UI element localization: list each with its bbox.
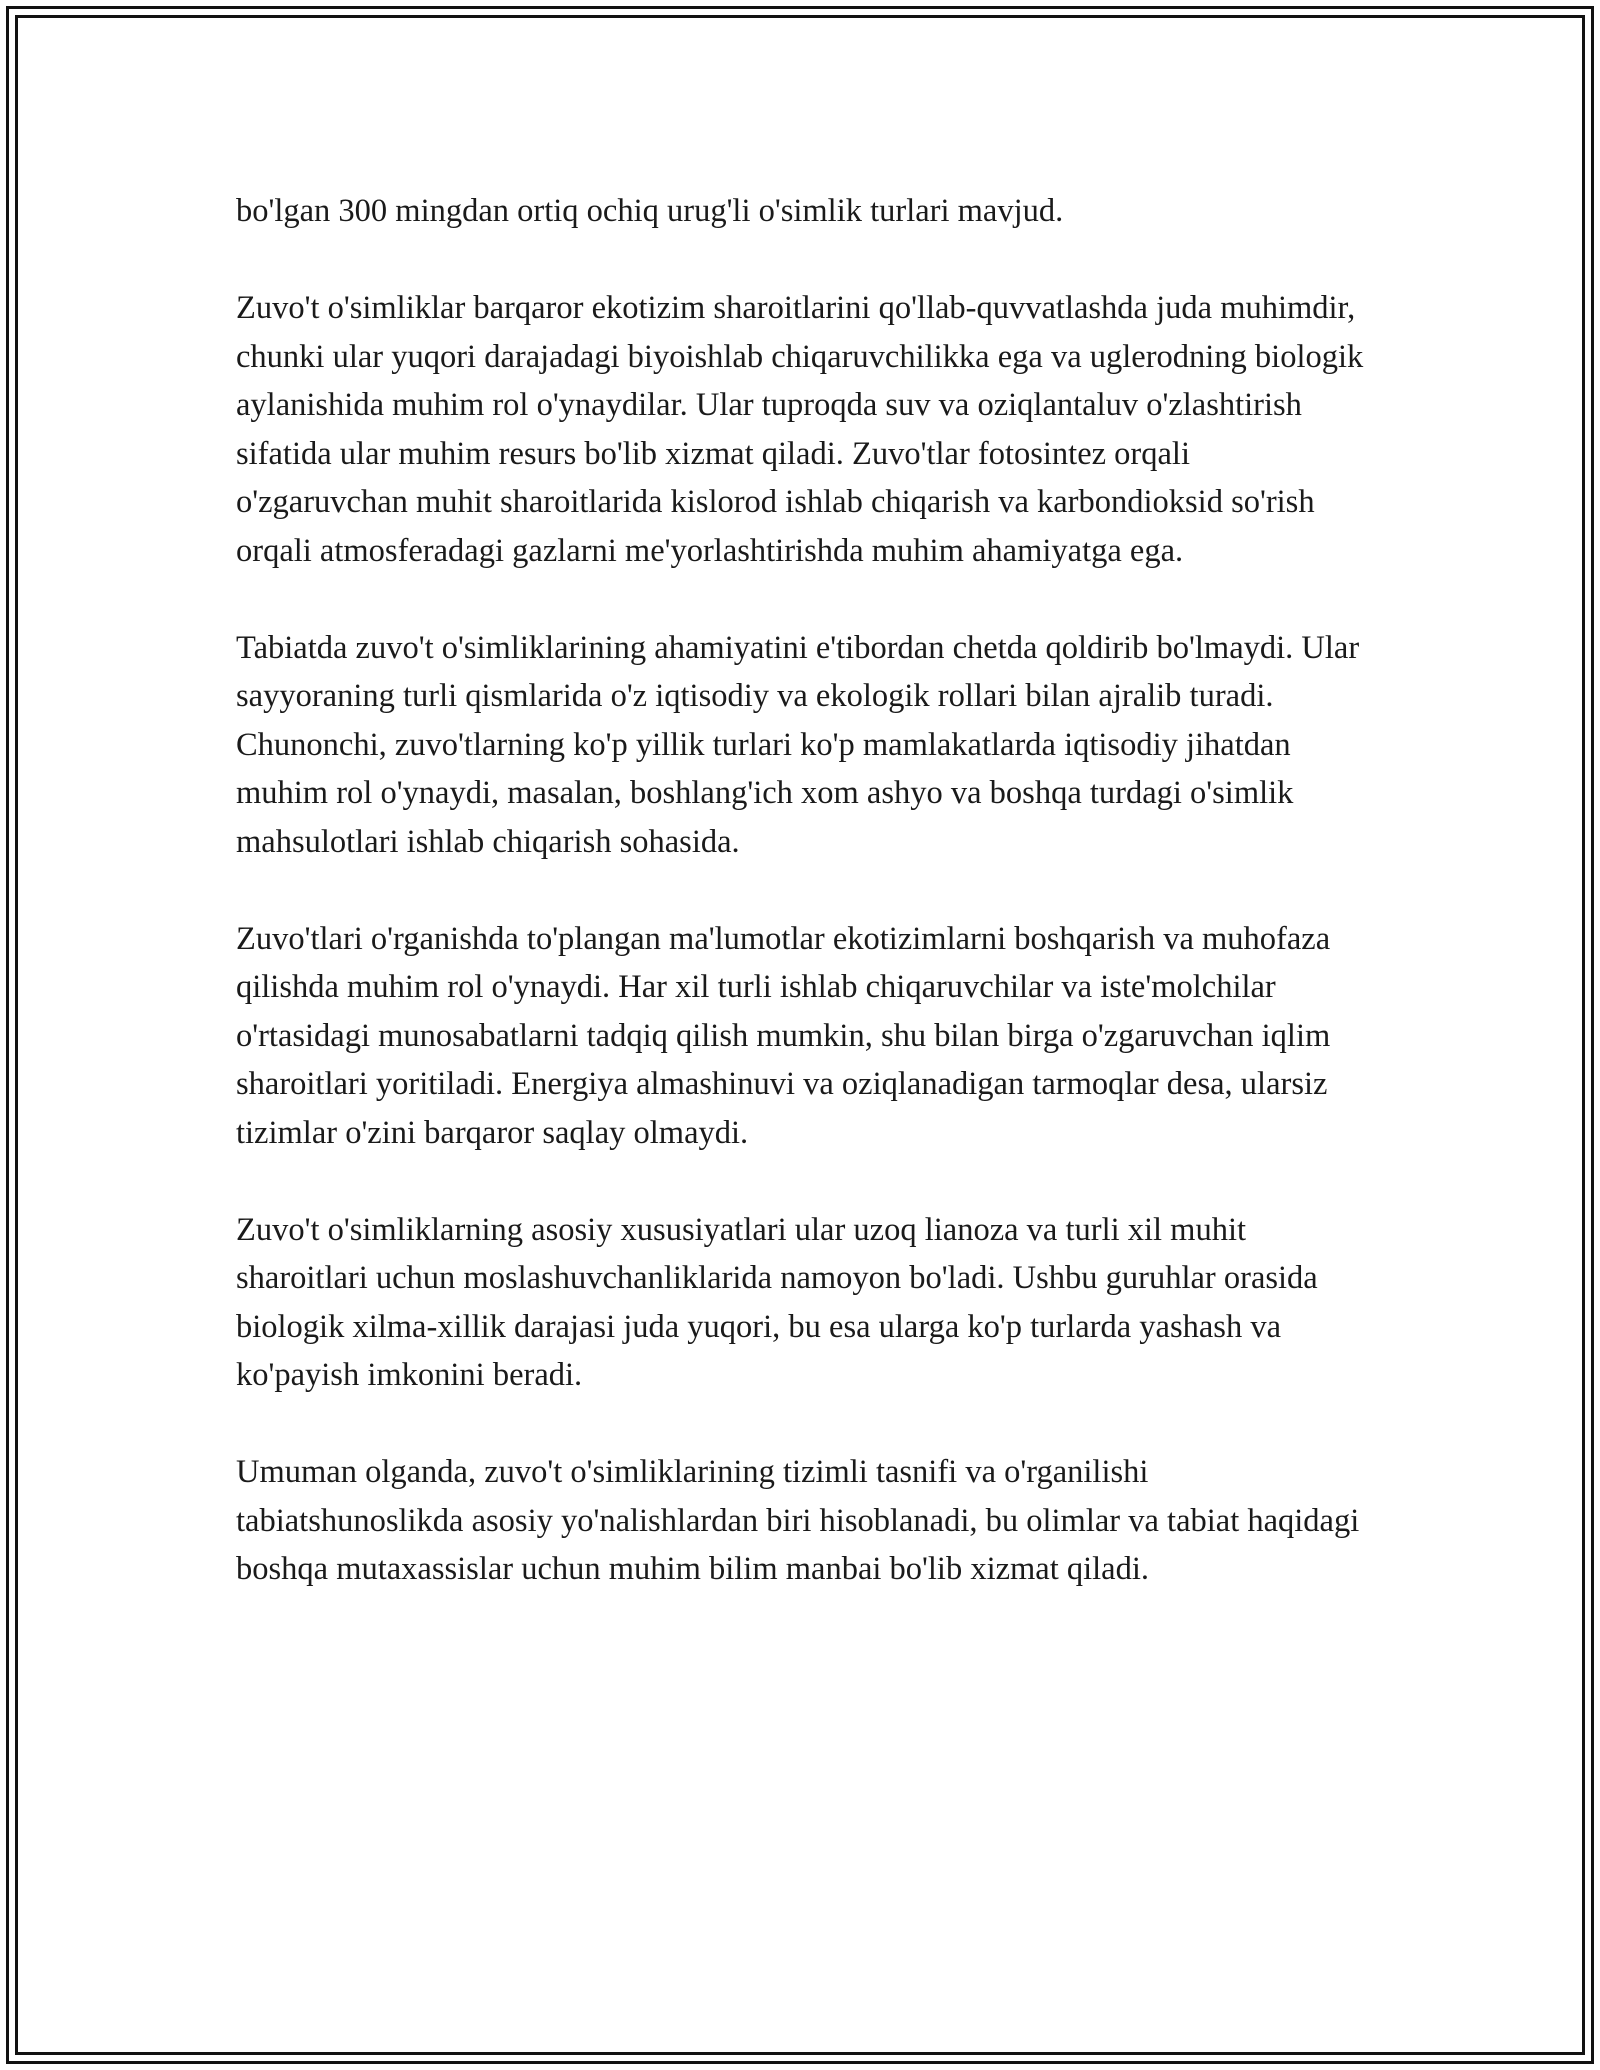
paragraph-3: Tabiatda zuvo't o'simliklarining ahamiyatini e'tibordan chetda qoldirib bo'lmaydi. Ular sayyoraning turli qismlarida o'z iqtisodiy va ekologik rollari bilan ajralib turadi. Chunonchi, zuvo'tlarning ko'p yillik turlari ko'p mamlakatlarda iqtisodiy jihatdan muhim rol o'ynaydi, masalan, boshlang'ich xom ashyo va boshqa turdagi o'simlik mahsulotlari ishlab chiqarish sohasida. (236, 629, 1360, 860)
paragraph-1: bo'lgan 300 mingdan ortiq ochiq urug'li o'simlik turlari mavjud. (236, 193, 1064, 229)
document-body (236, 187, 1364, 1642)
paragraph-5: Zuvo't o'simliklarning asosiy xususiyatlari ular uzoq lianoza va turli xil muhit sharoitlari uchun moslashuvchanliklarida namoyon bo'ladi. Ushbu guruhlar orasida biologik xilma-xillik darajasi juda yuqori, bu esa ularga ko'p turlarda yashash va ko'payish imkonini beradi. (236, 1211, 1318, 1393)
paragraph-2: Zuvo't o'simliklar barqaror ekotizim sharoitlarini qo'llab-quvvatlashda juda muhimdir, chunki ular yuqori darajadagi biyoishlab chiqaruvchilikka ega va uglerodning biologik aylanishida muhim rol o'ynaydilar. Ular tuproqda suv va oziqlantaluv o'zlashtirish sifatida ular muhim resurs bo'lib xizmat qiladi. Zuvo'tlar fotosintez orqali o'zgaruvchan muhit sharoitlarida kislorod ishlab chiqarish va karbondioksid so'rish orqali atmosferadagi gazlarni me'yorlashtirishda muhim ahamiyatga ega. (236, 290, 1364, 569)
paragraph-4: Zuvo'tlari o'rganishda to'plangan ma'lumotlar ekotizimlarni boshqarish va muhofaza qilishda muhim rol o'ynaydi. Har xil turli ishlab chiqaruvchilar va iste'molchilar o'rtasidagi munosabatlarni tadqiq qilish mumkin, shu bilan birga o'zgaruvchan iqlim sharoitlari yoritiladi. Energiya almashinuvi va oziqlanadigan tarmoqlar desa, ularsiz tizimlar o'zini barqaror saqlay olmaydi. (236, 920, 1331, 1151)
paragraph-6: Umuman olganda, zuvo't o'simliklarining tizimli tasnifi va o'rganilishi tabiatshunoslikda asosiy yo'nalishlardan biri hisoblanadi, bu olimlar va tabiat haqidagi boshqa mutaxassislar uchun muhim bilim manbai bo'lib xizmat qiladi. (236, 1454, 1360, 1587)
